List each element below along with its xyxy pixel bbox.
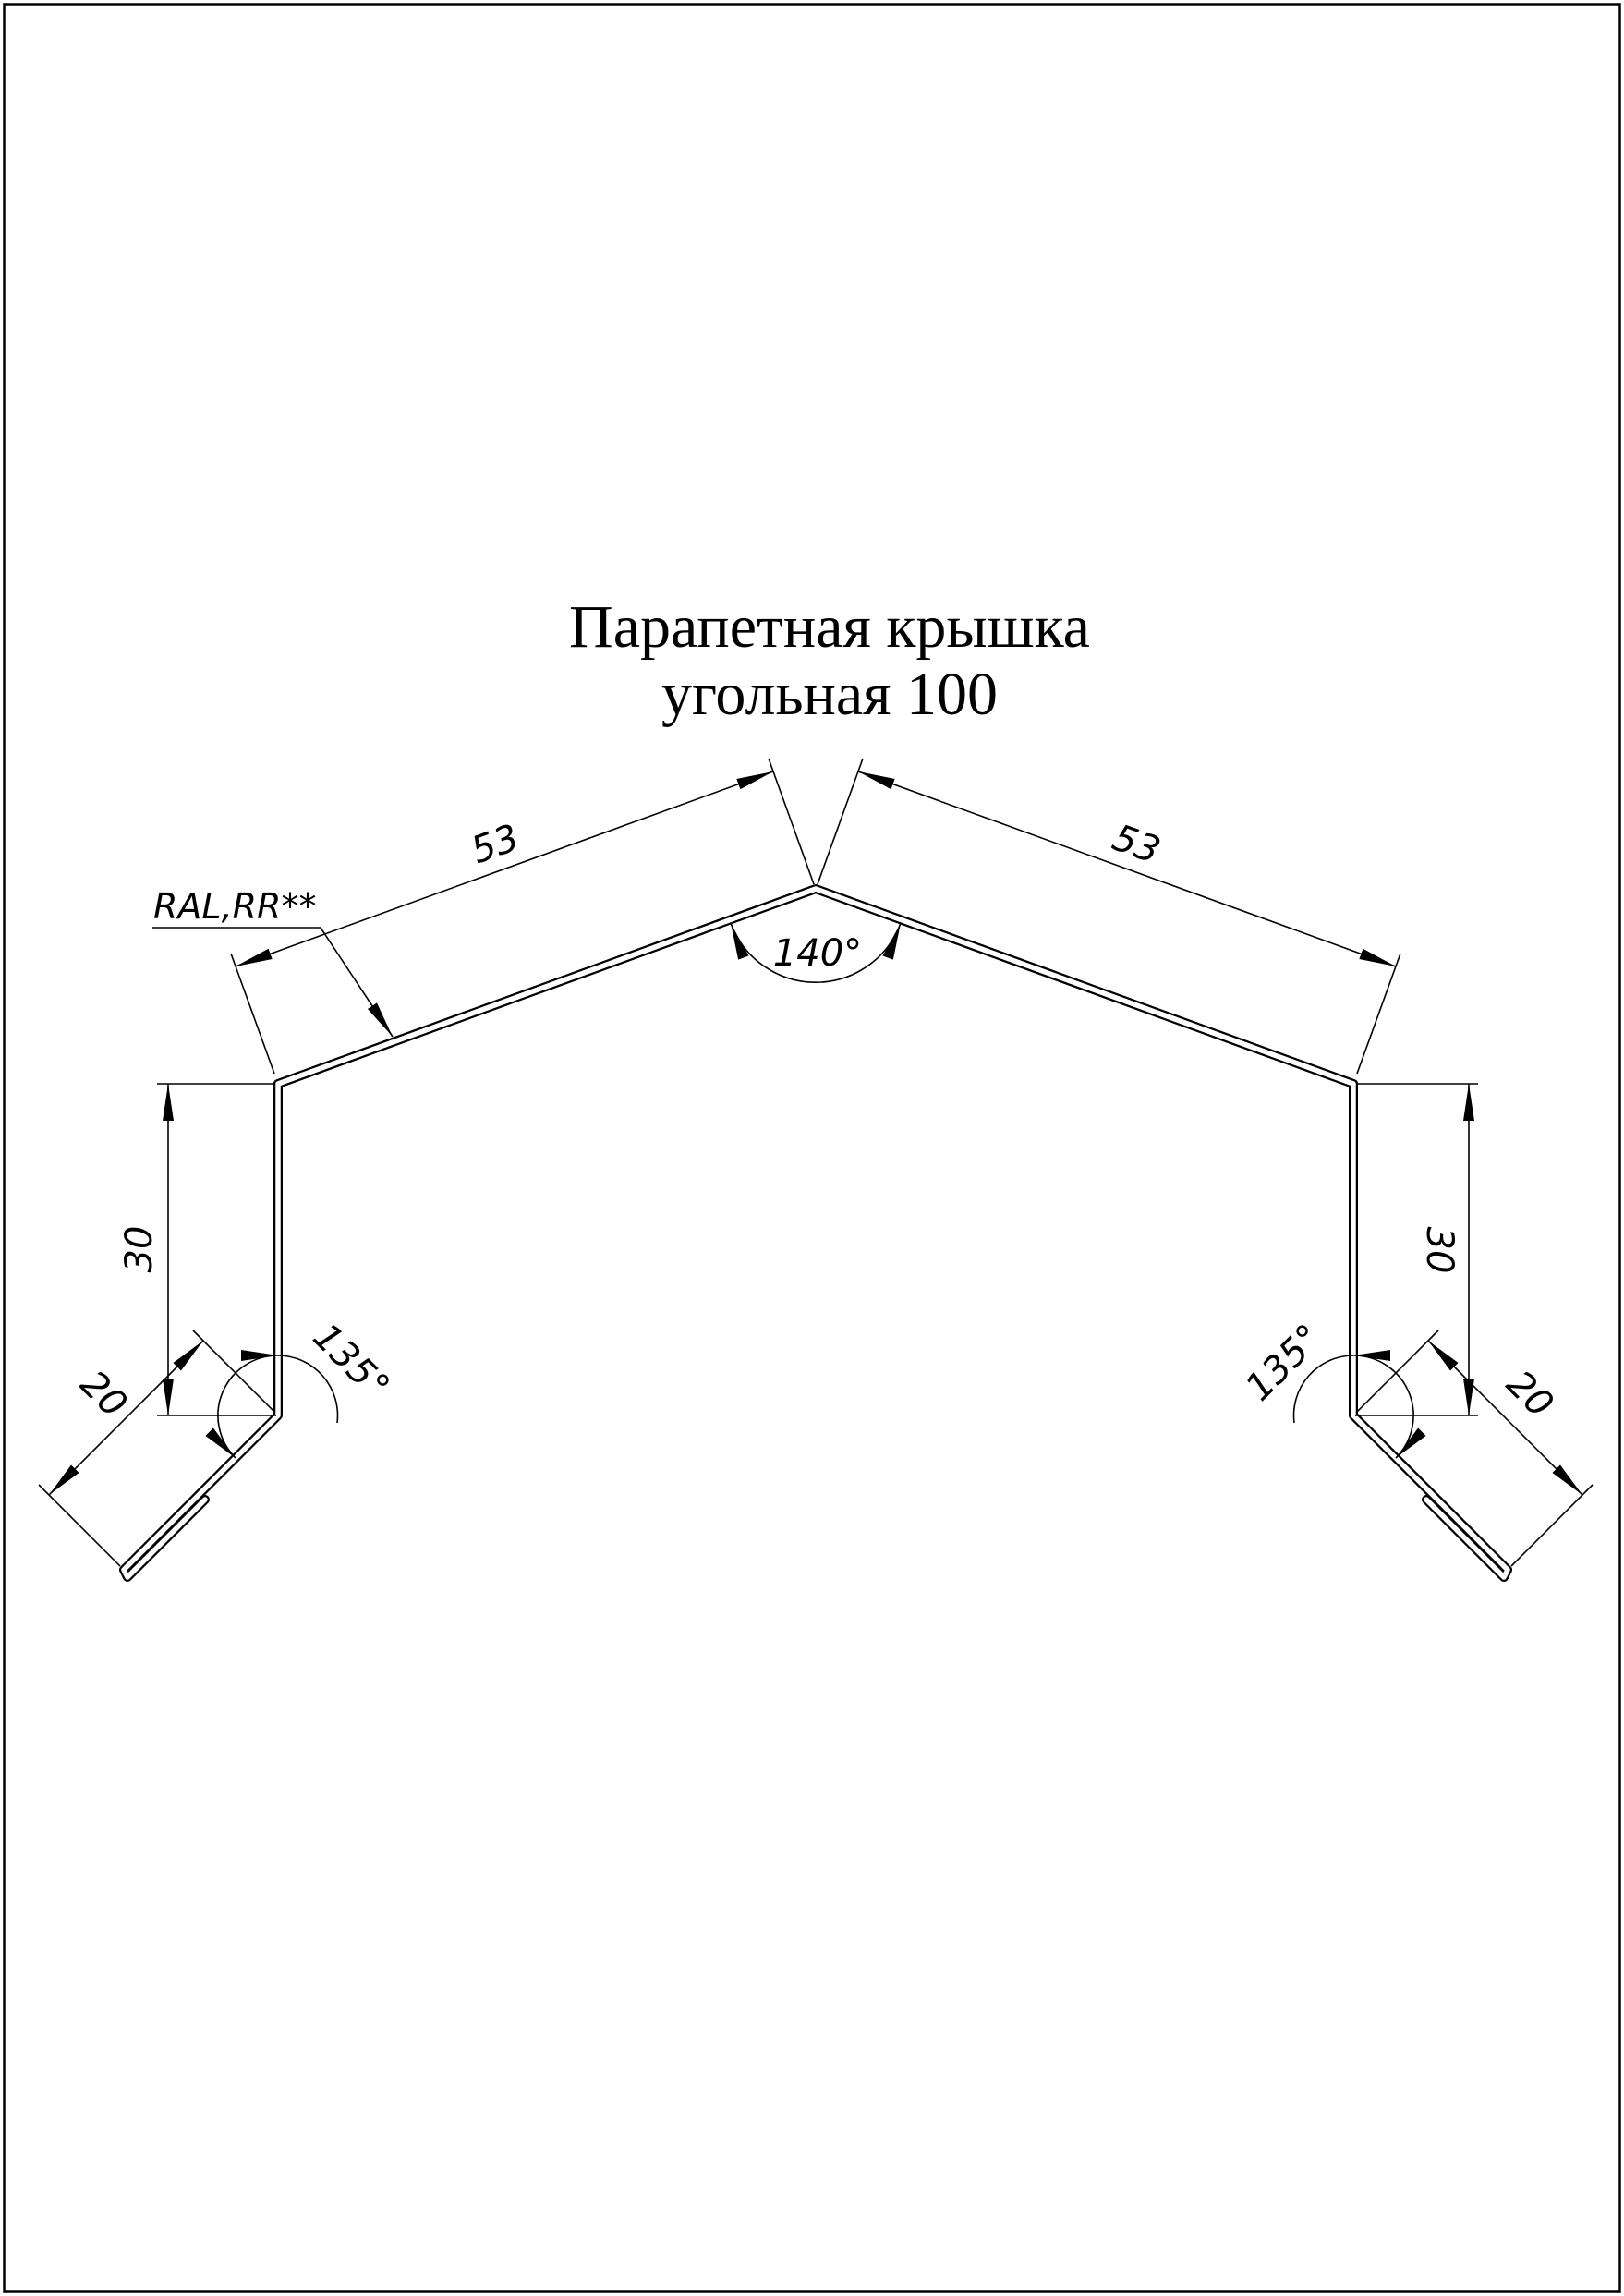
ext-right-slope-shoulder (1357, 954, 1400, 1074)
dim-left-slope-label: 53 (466, 816, 525, 873)
ext-left-flap-end (39, 1485, 120, 1566)
ext-right-slope-apex (818, 759, 863, 884)
material-leader (152, 928, 393, 1037)
parapet-profile (124, 889, 1508, 1577)
ext-right-flap-bend (1357, 1330, 1438, 1412)
drawing-title-line1: Парапетная крышка (569, 593, 1090, 661)
page-border (5, 5, 1620, 2292)
dim-left-flap-label: 20 (71, 1362, 136, 1427)
ext-left-flap-bend (193, 1330, 274, 1412)
profile-outline (124, 889, 1508, 1577)
extension-lines (39, 759, 1593, 1566)
dim-apex-angle-label: 140° (772, 932, 863, 975)
dim-right-flap-label: 20 (1497, 1362, 1562, 1427)
drawing-title-line2: угольная 100 (661, 661, 999, 728)
dim-line-right-flap (1428, 1341, 1582, 1495)
dim-right-bend-angle-label: 135° (1237, 1316, 1331, 1410)
dim-left-height-label: 30 (118, 1225, 161, 1273)
ext-left-slope-apex (769, 759, 814, 884)
material-note-label: RAL,RR** (153, 886, 317, 927)
dim-left-bend-angle-label: 135° (304, 1315, 398, 1409)
ext-right-flap-end (1511, 1485, 1593, 1566)
profile-core (124, 889, 1508, 1577)
dim-right-height-label: 30 (1418, 1226, 1460, 1274)
dim-right-slope-label: 53 (1107, 816, 1166, 873)
leader-line (321, 928, 393, 1037)
dim-line-left-flap (49, 1341, 203, 1495)
ext-left-slope-shoulder (231, 954, 274, 1074)
